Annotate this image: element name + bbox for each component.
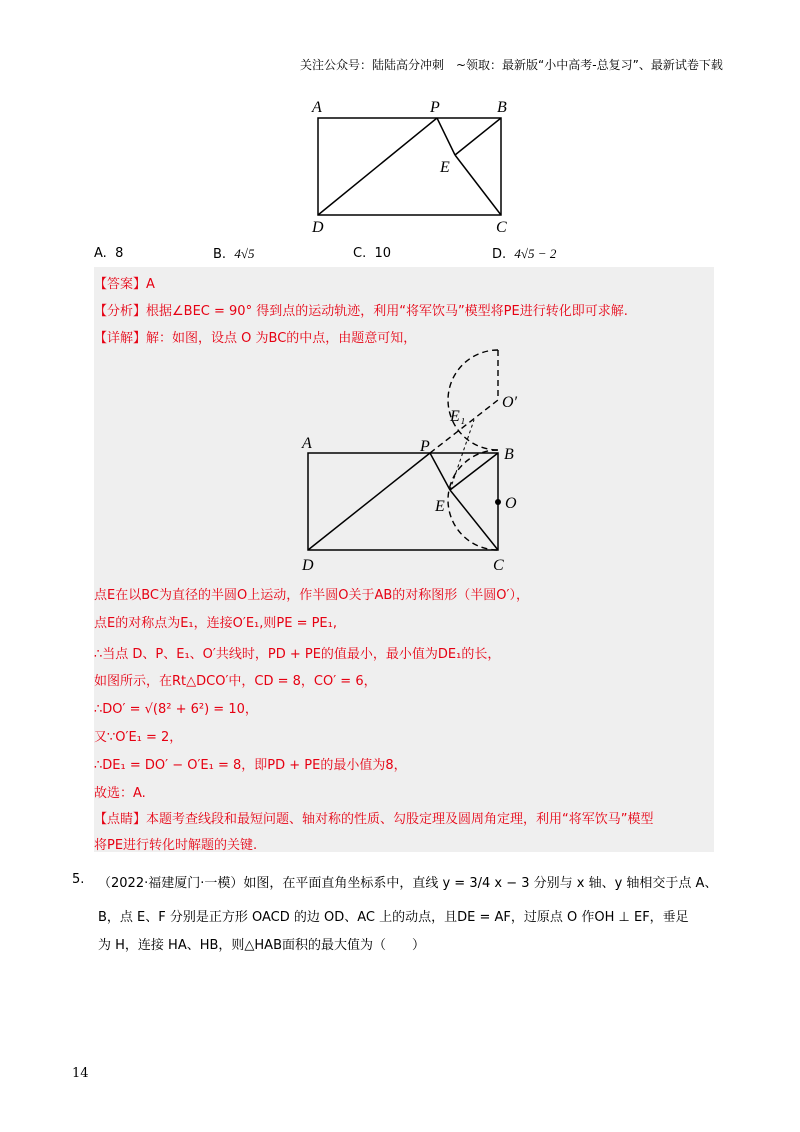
label-D: D <box>302 557 314 574</box>
option-d[interactable]: D. 4√5 − 2 <box>492 246 557 262</box>
solution-line-7: ∴DE₁ = DO′ − O′E₁ = 8，即PD + PE的最小值为8， <box>94 758 407 773</box>
label-E1: E₁ <box>450 408 466 425</box>
question-5-line-2: B，点 E、F 分别是正方形 OACD 的边 OD、AC 上的动点，且DE = AF，过原点 O 作OH ⊥ EF，垂足 <box>98 910 689 925</box>
answer-line: 【答案】A <box>94 277 155 292</box>
page-header: 关注公众号：陆陆高分冲刺 ~领取：最新版“小中高考-总复习”、最新试卷下载 <box>300 58 723 72</box>
solution-line-1: 点E在以BC为直径的半圆O上运动，作半圆O关于AB的对称图形（半圆O′）， <box>94 588 529 603</box>
analysis-line: 【分析】根据∠BEC = 90° 得到点的运动轨迹，利用“将军饮马”模型将PE进行转化即可求解. <box>94 304 628 319</box>
question-5-line-1: （2022·福建厦门·一模）如图，在平面直角坐标系中，直线 y = 3/4 x − 3 分别与 x 轴、y 轴相交于点 A、 <box>98 876 718 891</box>
solution-line-6: 又∵O′E₁ = 2， <box>94 730 183 745</box>
label-D: D <box>312 219 324 236</box>
figure-rectangle-2 <box>290 345 540 575</box>
option-c[interactable]: C. 10 <box>353 246 392 261</box>
detail-line: 【详解】解：如图，设点 O 为BC的中点，由题意可知， <box>94 331 417 346</box>
solution-line-5: ∴DO′ = √(8² + 6²) = 10， <box>94 702 258 717</box>
option-b[interactable]: B. 4√5 <box>213 246 255 262</box>
summary-line-2: 将PE进行转化时解题的关键. <box>94 838 258 853</box>
label-E: E <box>440 159 450 176</box>
label-P: P <box>430 99 440 116</box>
label-C: C <box>493 557 504 574</box>
label-B: B <box>504 446 514 463</box>
label-P: P <box>420 438 430 455</box>
solution-line-8: 故选：A. <box>94 786 146 801</box>
label-O-prime: O′ <box>502 394 518 411</box>
solution-line-4: 如图所示，在Rt△DCO′中，CD = 8，CO′ = 6， <box>94 674 377 689</box>
label-B: B <box>497 99 507 116</box>
label-A: A <box>302 435 312 452</box>
question-5-line-3: 为 H，连接 HA、HB，则△HAB面积的最大值为（ ） <box>98 938 425 953</box>
question-5-number: 5. <box>72 872 85 887</box>
summary-line-1: 【点睛】本题考查线段和最短问题、轴对称的性质、勾股定理及圆周角定理，利用“将军饮马”模型 <box>94 812 654 827</box>
label-A: A <box>312 99 322 116</box>
label-O: O <box>505 495 517 512</box>
solution-line-2: 点E的对称点为E₁，连接O′E₁,则PE = PE₁, <box>94 616 337 631</box>
label-C: C <box>496 219 507 236</box>
solution-line-3: ∴当点 D、P、E₁、O′共线时，PD + PE的值最小，最小值为DE₁的长， <box>94 647 501 662</box>
page-number: 14 <box>72 1066 89 1081</box>
option-a[interactable]: A. 8 <box>94 246 124 261</box>
figure-rectangle-1 <box>300 92 530 242</box>
label-E: E <box>435 498 445 515</box>
